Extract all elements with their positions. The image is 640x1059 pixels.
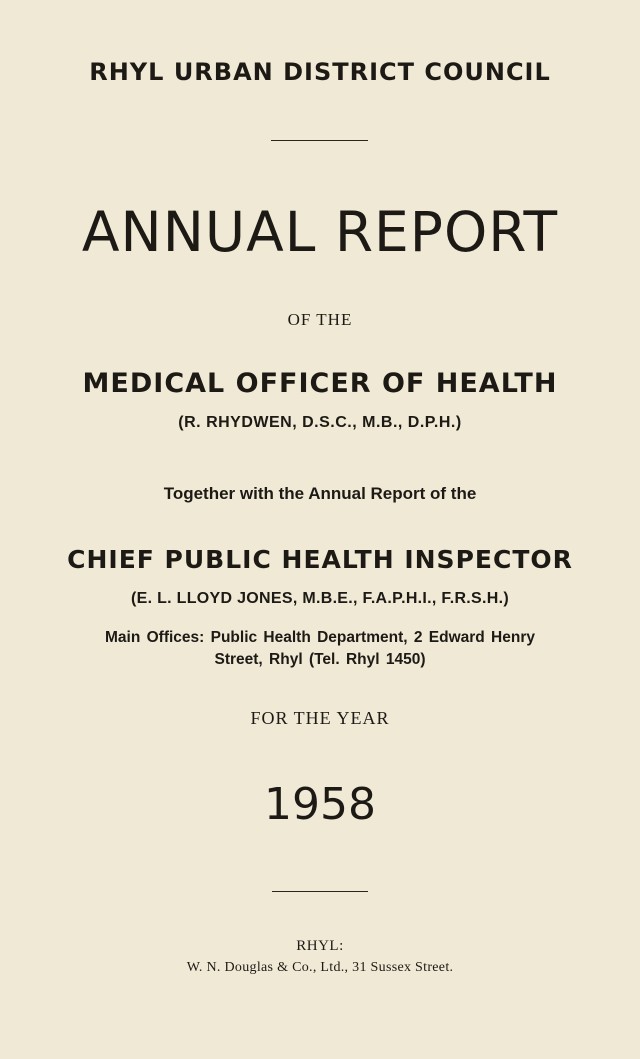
council-name: RHYL URBAN DISTRICT COUNCIL bbox=[89, 58, 551, 86]
offices-line-1: Main Offices: Public Health Department, 2 Edward Henry bbox=[104, 629, 535, 646]
bottom-divider bbox=[272, 891, 368, 892]
report-year: 1958 bbox=[264, 779, 376, 830]
offices-line-2: Street, Rhyl (Tel. Rhyl 1450) bbox=[214, 651, 426, 668]
for-the-year-text: FOR THE YEAR bbox=[250, 708, 390, 728]
medical-officer-name: (R. RHYDWEN, D.S.C., M.B., D.P.H.) bbox=[178, 414, 462, 431]
top-divider bbox=[271, 140, 368, 141]
imprint-place: RHYL: bbox=[296, 938, 344, 954]
imprint-printer: W. N. Douglas & Co., Ltd., 31 Sussex Street. bbox=[186, 960, 454, 975]
chief-inspector-name: (E. L. LLOYD JONES, M.B.E., F.A.P.H.I., F.R.S.H.) bbox=[130, 590, 509, 607]
medical-officer-heading: MEDICAL OFFICER OF HEALTH bbox=[82, 368, 558, 399]
of-the-text: OF THE bbox=[287, 310, 353, 329]
report-title: ANNUAL REPORT bbox=[81, 200, 559, 264]
together-text: Together with the Annual Report of the bbox=[163, 484, 477, 503]
chief-inspector-heading: CHIEF PUBLIC HEALTH INSPECTOR bbox=[67, 545, 573, 574]
